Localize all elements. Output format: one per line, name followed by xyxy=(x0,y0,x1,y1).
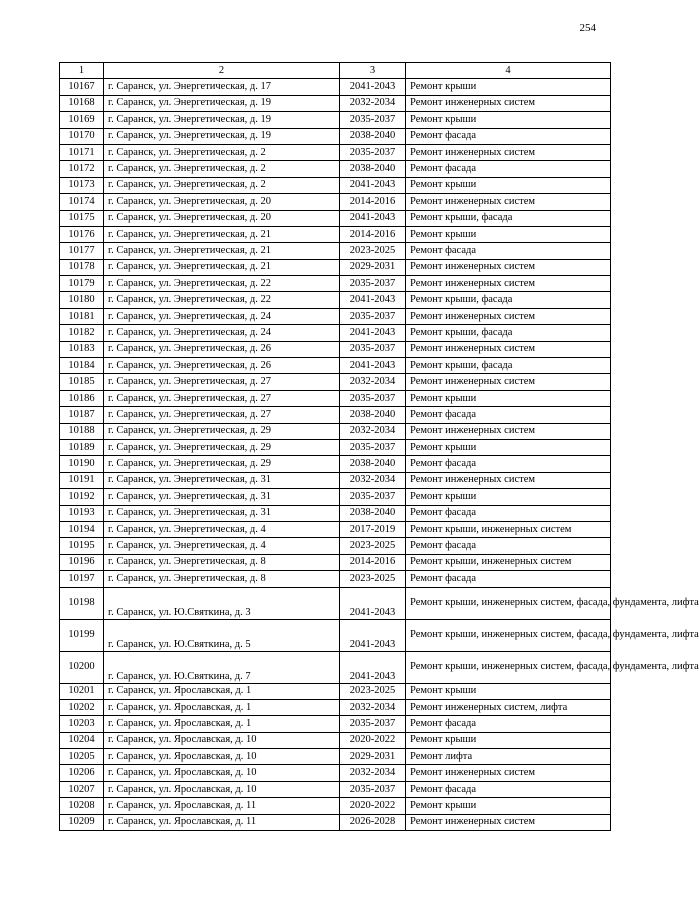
table-row xyxy=(60,619,611,651)
row-number: 10167 xyxy=(60,79,104,95)
row-number: 10185 xyxy=(60,374,104,390)
row-number: 10209 xyxy=(60,814,104,830)
row-address: г. Саранск, ул. Энергетическая, д. 4 xyxy=(104,521,340,537)
table-row xyxy=(60,177,611,193)
row-number: 10192 xyxy=(60,489,104,505)
row-address: г. Саранск, ул. Ярославская, д. 11 xyxy=(104,814,340,830)
table-row xyxy=(60,374,611,390)
row-period: 2020-2022 xyxy=(340,732,406,748)
row-address: г. Саранск, ул. Энергетическая, д. 19 xyxy=(104,128,340,144)
row-period: 2032-2034 xyxy=(340,472,406,488)
row-period: 2038-2040 xyxy=(340,161,406,177)
row-address: г. Саранск, ул. Энергетическая, д. 31 xyxy=(104,472,340,488)
row-period: 2038-2040 xyxy=(340,407,406,423)
row-number: 10169 xyxy=(60,112,104,128)
table-row xyxy=(60,521,611,537)
table-row xyxy=(60,798,611,814)
row-period: 2014-2016 xyxy=(340,554,406,570)
table-row xyxy=(60,243,611,259)
table-row xyxy=(60,325,611,341)
row-number: 10203 xyxy=(60,716,104,732)
row-address: г. Саранск, ул. Энергетическая, д. 20 xyxy=(104,210,340,226)
table-row xyxy=(60,161,611,177)
row-address: г. Саранск, ул. Энергетическая, д. 2 xyxy=(104,161,340,177)
row-address: г. Саранск, ул. Энергетическая, д. 31 xyxy=(104,505,340,521)
row-period: 2023-2025 xyxy=(340,683,406,699)
row-work-type: Ремонт инженерных систем xyxy=(406,374,611,390)
row-address: г. Саранск, ул. Энергетическая, д. 29 xyxy=(104,423,340,439)
row-address: г. Саранск, ул. Ярославская, д. 1 xyxy=(104,716,340,732)
row-number: 10196 xyxy=(60,554,104,570)
row-period: 2032-2034 xyxy=(340,699,406,715)
row-address: г. Саранск, ул. Ярославская, д. 10 xyxy=(104,732,340,748)
table-row xyxy=(60,210,611,226)
row-address: г. Саранск, ул. Энергетическая, д. 24 xyxy=(104,325,340,341)
table-row xyxy=(60,144,611,160)
row-number: 10179 xyxy=(60,276,104,292)
row-address: г. Саранск, ул. Энергетическая, д. 19 xyxy=(104,95,340,111)
row-work-type: Ремонт крыши xyxy=(406,226,611,242)
row-work-type: Ремонт фасада xyxy=(406,161,611,177)
row-number: 10181 xyxy=(60,308,104,324)
row-work-type: Ремонт крыши xyxy=(406,489,611,505)
row-work-type: Ремонт крыши xyxy=(406,732,611,748)
table-row xyxy=(60,781,611,797)
row-number: 10173 xyxy=(60,177,104,193)
row-work-type: Ремонт крыши, инженерных систем, фасада, фундамента, лифта xyxy=(406,651,611,683)
row-address: г. Саранск, ул. Ярославская, д. 10 xyxy=(104,749,340,765)
row-period: 2035-2037 xyxy=(340,112,406,128)
row-address: г. Саранск, ул. Энергетическая, д. 31 xyxy=(104,489,340,505)
row-number: 10194 xyxy=(60,521,104,537)
table-row xyxy=(60,95,611,111)
table-row xyxy=(60,571,611,587)
row-number: 10172 xyxy=(60,161,104,177)
row-address: г. Саранск, ул. Ю.Святкина, д. 7 xyxy=(104,651,340,683)
row-address: г. Саранск, ул. Энергетическая, д. 8 xyxy=(104,554,340,570)
header-col-period: 3 xyxy=(340,63,406,79)
row-address: г. Саранск, ул. Ярославская, д. 10 xyxy=(104,765,340,781)
row-address: г. Саранск, ул. Ю.Святкина, д. 5 xyxy=(104,619,340,651)
table-row xyxy=(60,259,611,275)
row-number: 10187 xyxy=(60,407,104,423)
table-row xyxy=(60,732,611,748)
table-row xyxy=(60,749,611,765)
row-address: г. Саранск, ул. Ярославская, д. 1 xyxy=(104,699,340,715)
row-number: 10176 xyxy=(60,226,104,242)
row-address: г. Саранск, ул. Энергетическая, д. 22 xyxy=(104,292,340,308)
row-work-type: Ремонт фасада xyxy=(406,781,611,797)
row-work-type: Ремонт инженерных систем xyxy=(406,95,611,111)
row-address: г. Саранск, ул. Энергетическая, д. 4 xyxy=(104,538,340,554)
row-work-type: Ремонт инженерных систем xyxy=(406,472,611,488)
row-address: г. Саранск, ул. Энергетическая, д. 29 xyxy=(104,456,340,472)
row-number: 10183 xyxy=(60,341,104,357)
row-address: г. Саранск, ул. Энергетическая, д. 19 xyxy=(104,112,340,128)
row-period: 2041-2043 xyxy=(340,325,406,341)
row-work-type: Ремонт крыши, фасада xyxy=(406,292,611,308)
row-number: 10177 xyxy=(60,243,104,259)
row-number: 10184 xyxy=(60,358,104,374)
row-work-type: Ремонт крыши xyxy=(406,798,611,814)
table-row xyxy=(60,276,611,292)
row-period: 2032-2034 xyxy=(340,423,406,439)
row-number: 10182 xyxy=(60,325,104,341)
row-work-type: Ремонт крыши xyxy=(406,439,611,455)
row-period: 2017-2019 xyxy=(340,521,406,537)
table-row xyxy=(60,390,611,406)
row-period: 2041-2043 xyxy=(340,292,406,308)
row-period: 2035-2037 xyxy=(340,439,406,455)
row-number: 10207 xyxy=(60,781,104,797)
table-row xyxy=(60,194,611,210)
header-col-number: 1 xyxy=(60,63,104,79)
table-row xyxy=(60,456,611,472)
row-number: 10201 xyxy=(60,683,104,699)
row-period: 2041-2043 xyxy=(340,587,406,619)
row-work-type: Ремонт крыши, фасада xyxy=(406,325,611,341)
row-work-type: Ремонт фасада xyxy=(406,128,611,144)
row-work-type: Ремонт фасада xyxy=(406,505,611,521)
row-address: г. Саранск, ул. Ю.Святкина, д. 3 xyxy=(104,587,340,619)
table-row xyxy=(60,423,611,439)
row-address: г. Саранск, ул. Энергетическая, д. 8 xyxy=(104,571,340,587)
table-row xyxy=(60,128,611,144)
table-row xyxy=(60,505,611,521)
row-number: 10170 xyxy=(60,128,104,144)
row-number: 10178 xyxy=(60,259,104,275)
row-period: 2014-2016 xyxy=(340,226,406,242)
table-row xyxy=(60,765,611,781)
row-work-type: Ремонт крыши, инженерных систем, фасада, фундамента, лифта xyxy=(406,619,611,651)
row-period: 2035-2037 xyxy=(340,276,406,292)
table-row xyxy=(60,489,611,505)
row-work-type: Ремонт инженерных систем xyxy=(406,341,611,357)
row-work-type: Ремонт инженерных систем xyxy=(406,423,611,439)
repair-schedule-table xyxy=(59,62,699,831)
row-number: 10198 xyxy=(60,587,104,619)
row-period: 2041-2043 xyxy=(340,651,406,683)
row-period: 2035-2037 xyxy=(340,390,406,406)
row-address: г. Саранск, ул. Энергетическая, д. 26 xyxy=(104,341,340,357)
table-row xyxy=(60,79,611,95)
row-period: 2038-2040 xyxy=(340,456,406,472)
row-work-type: Ремонт фасада xyxy=(406,716,611,732)
table-row xyxy=(60,472,611,488)
row-work-type: Ремонт крыши xyxy=(406,112,611,128)
header-col-work: 4 xyxy=(406,63,611,79)
row-work-type: Ремонт крыши xyxy=(406,390,611,406)
row-period: 2038-2040 xyxy=(340,128,406,144)
row-work-type: Ремонт инженерных систем xyxy=(406,765,611,781)
row-number: 10186 xyxy=(60,390,104,406)
row-period: 2041-2043 xyxy=(340,210,406,226)
table-row xyxy=(60,292,611,308)
table-row xyxy=(60,683,611,699)
row-work-type: Ремонт фасада xyxy=(406,571,611,587)
row-period: 2041-2043 xyxy=(340,79,406,95)
page-number: 254 xyxy=(579,22,596,34)
row-period: 2035-2037 xyxy=(340,144,406,160)
row-period: 2041-2043 xyxy=(340,358,406,374)
table-row xyxy=(60,439,611,455)
row-number: 10180 xyxy=(60,292,104,308)
row-period: 2014-2016 xyxy=(340,194,406,210)
row-period: 2035-2037 xyxy=(340,489,406,505)
row-number: 10193 xyxy=(60,505,104,521)
row-work-type: Ремонт инженерных систем xyxy=(406,276,611,292)
row-address: г. Саранск, ул. Энергетическая, д. 2 xyxy=(104,144,340,160)
row-work-type: Ремонт крыши xyxy=(406,683,611,699)
row-address: г. Саранск, ул. Энергетическая, д. 26 xyxy=(104,358,340,374)
table-header xyxy=(60,63,611,79)
row-address: г. Саранск, ул. Энергетическая, д. 27 xyxy=(104,407,340,423)
row-work-type: Ремонт крыши, инженерных систем, фасада, фундамента, лифта xyxy=(406,587,611,619)
row-address: г. Саранск, ул. Энергетическая, д. 21 xyxy=(104,259,340,275)
row-period: 2035-2037 xyxy=(340,716,406,732)
row-work-type: Ремонт фасада xyxy=(406,456,611,472)
row-period: 2038-2040 xyxy=(340,505,406,521)
row-number: 10206 xyxy=(60,765,104,781)
table-row xyxy=(60,358,611,374)
row-number: 10195 xyxy=(60,538,104,554)
row-number: 10200 xyxy=(60,651,104,683)
row-period: 2035-2037 xyxy=(340,308,406,324)
row-work-type: Ремонт крыши xyxy=(406,177,611,193)
row-work-type: Ремонт фасада xyxy=(406,243,611,259)
row-work-type: Ремонт инженерных систем xyxy=(406,259,611,275)
table-row xyxy=(60,341,611,357)
table-row xyxy=(60,308,611,324)
table-row xyxy=(60,651,611,683)
table-row xyxy=(60,538,611,554)
row-address: г. Саранск, ул. Энергетическая, д. 21 xyxy=(104,226,340,242)
row-address: г. Саранск, ул. Энергетическая, д. 22 xyxy=(104,276,340,292)
row-period: 2029-2031 xyxy=(340,749,406,765)
row-number: 10199 xyxy=(60,619,104,651)
row-number: 10197 xyxy=(60,571,104,587)
row-number: 10168 xyxy=(60,95,104,111)
row-address: г. Саранск, ул. Энергетическая, д. 27 xyxy=(104,390,340,406)
row-number: 10204 xyxy=(60,732,104,748)
row-period: 2026-2028 xyxy=(340,814,406,830)
table-row xyxy=(60,407,611,423)
header-col-address: 2 xyxy=(104,63,340,79)
row-address: г. Саранск, ул. Энергетическая, д. 27 xyxy=(104,374,340,390)
row-period: 2041-2043 xyxy=(340,177,406,193)
row-number: 10175 xyxy=(60,210,104,226)
row-number: 10171 xyxy=(60,144,104,160)
row-number: 10202 xyxy=(60,699,104,715)
row-work-type: Ремонт фасада xyxy=(406,407,611,423)
row-address: г. Саранск, ул. Ярославская, д. 11 xyxy=(104,798,340,814)
row-number: 10208 xyxy=(60,798,104,814)
row-work-type: Ремонт фасада xyxy=(406,538,611,554)
table-row xyxy=(60,587,611,619)
row-work-type: Ремонт инженерных систем xyxy=(406,814,611,830)
row-work-type: Ремонт лифта xyxy=(406,749,611,765)
row-period: 2032-2034 xyxy=(340,765,406,781)
table-row xyxy=(60,814,611,830)
row-period: 2032-2034 xyxy=(340,374,406,390)
row-period: 2032-2034 xyxy=(340,95,406,111)
row-period: 2041-2043 xyxy=(340,619,406,651)
row-period: 2035-2037 xyxy=(340,781,406,797)
row-period: 2020-2022 xyxy=(340,798,406,814)
row-period: 2023-2025 xyxy=(340,571,406,587)
row-number: 10205 xyxy=(60,749,104,765)
row-number: 10188 xyxy=(60,423,104,439)
row-address: г. Саранск, ул. Энергетическая, д. 2 xyxy=(104,177,340,193)
row-address: г. Саранск, ул. Ярославская, д. 1 xyxy=(104,683,340,699)
row-work-type: Ремонт крыши, инженерных систем xyxy=(406,554,611,570)
row-number: 10189 xyxy=(60,439,104,455)
row-number: 10191 xyxy=(60,472,104,488)
header-row xyxy=(60,63,611,79)
row-period: 2023-2025 xyxy=(340,538,406,554)
row-work-type: Ремонт крыши, инженерных систем xyxy=(406,521,611,537)
table-row xyxy=(60,112,611,128)
row-period: 2035-2037 xyxy=(340,341,406,357)
row-address: г. Саранск, ул. Энергетическая, д. 24 xyxy=(104,308,340,324)
table-row xyxy=(60,554,611,570)
table-body xyxy=(60,79,699,831)
row-work-type: Ремонт инженерных систем xyxy=(406,194,611,210)
row-address: г. Саранск, ул. Энергетическая, д. 17 xyxy=(104,79,340,95)
row-work-type: Ремонт крыши xyxy=(406,79,611,95)
row-work-type: Ремонт инженерных систем, лифта xyxy=(406,699,611,715)
row-address: г. Саранск, ул. Энергетическая, д. 20 xyxy=(104,194,340,210)
row-number: 10190 xyxy=(60,456,104,472)
row-period: 2023-2025 xyxy=(340,243,406,259)
row-work-type: Ремонт крыши, фасада xyxy=(406,210,611,226)
row-period: 2029-2031 xyxy=(340,259,406,275)
row-address: г. Саранск, ул. Ярославская, д. 10 xyxy=(104,781,340,797)
row-work-type: Ремонт инженерных систем xyxy=(406,308,611,324)
row-work-type: Ремонт инженерных систем xyxy=(406,144,611,160)
table-row xyxy=(60,716,611,732)
table-row xyxy=(60,226,611,242)
table-row xyxy=(60,699,611,715)
row-address: г. Саранск, ул. Энергетическая, д. 21 xyxy=(104,243,340,259)
row-work-type: Ремонт крыши, фасада xyxy=(406,358,611,374)
row-number: 10174 xyxy=(60,194,104,210)
row-address: г. Саранск, ул. Энергетическая, д. 29 xyxy=(104,439,340,455)
